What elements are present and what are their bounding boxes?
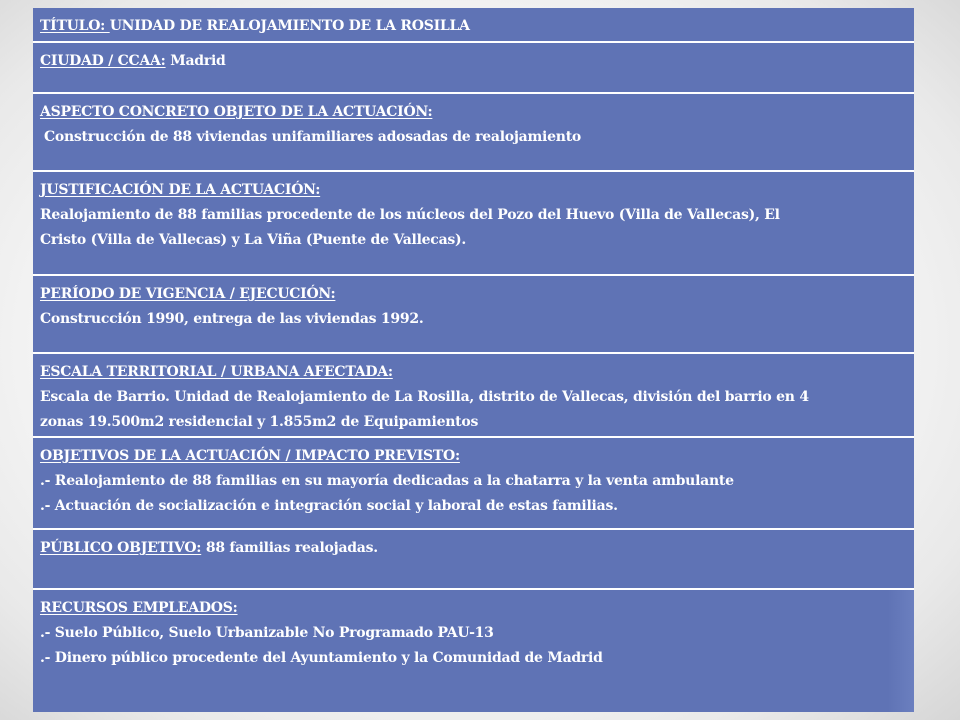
publico-value: 88 familias realojadas. xyxy=(205,540,378,556)
row-recursos xyxy=(33,590,914,712)
justificacion-line-1: Realojamiento de 88 familias procedente de los núcleos del Pozo del Huevo (Villa de Vallecas), El xyxy=(40,207,780,223)
escala-line-1: Escala de Barrio. Unidad de Realojamiento de La Rosilla, distrito de Vallecas, división del barrio en 4 xyxy=(40,389,809,405)
row-aspecto xyxy=(33,94,914,170)
ciudad-label: CIUDAD / CCAA: xyxy=(40,53,166,69)
escala-line-2: zonas 19.500m2 residencial y 1.855m2 de Equipamientos xyxy=(40,414,479,430)
row-publico xyxy=(33,530,914,588)
row-objetivos xyxy=(33,438,914,528)
info-table xyxy=(33,8,914,712)
escala-label: ESCALA TERRITORIAL / URBANA AFECTADA: xyxy=(40,364,393,380)
row-titulo xyxy=(33,8,914,41)
recursos-line-1: .- Suelo Público, Suelo Urbanizable No Programado PAU-13 xyxy=(40,625,494,641)
periodo-text: Construcción 1990, entrega de las viviendas 1992. xyxy=(40,311,424,327)
titulo-label: TÍTULO: xyxy=(40,18,110,34)
aspecto-text: Construcción de 88 viviendas unifamiliares adosadas de realojamiento xyxy=(44,129,582,145)
objetivos-label: OBJETIVOS DE LA ACTUACIÓN / IMPACTO PREVISTO: xyxy=(40,448,460,464)
objetivos-line-2: .- Actuación de socialización e integración social y laboral de estas familias. xyxy=(40,498,618,514)
titulo-value: UNIDAD DE REALOJAMIENTO DE LA ROSILLA xyxy=(109,18,470,34)
periodo-label: PERÍODO DE VIGENCIA / EJECUCIÓN: xyxy=(40,286,336,302)
aspecto-label: ASPECTO CONCRETO OBJETO DE LA ACTUACIÓN: xyxy=(40,104,433,120)
justificacion-label: JUSTIFICACIÓN DE LA ACTUACIÓN: xyxy=(40,182,321,198)
recursos-line-2: .- Dinero público procedente del Ayuntamiento y la Comunidad de Madrid xyxy=(40,650,603,666)
justificacion-line-2: Cristo (Villa de Vallecas) y La Viña (Puente de Vallecas). xyxy=(40,232,467,248)
row-escala xyxy=(33,354,914,436)
publico-label: PÚBLICO OBJETIVO: xyxy=(40,540,202,556)
row-ciudad xyxy=(33,43,914,92)
row-justificacion xyxy=(33,172,914,274)
row-periodo xyxy=(33,276,914,352)
ciudad-value: Madrid xyxy=(170,53,226,69)
recursos-label: RECURSOS EMPLEADOS: xyxy=(40,600,238,616)
objetivos-line-1: .- Realojamiento de 88 familias en su mayoría dedicadas a la chatarra y la venta ambulante xyxy=(40,473,734,489)
